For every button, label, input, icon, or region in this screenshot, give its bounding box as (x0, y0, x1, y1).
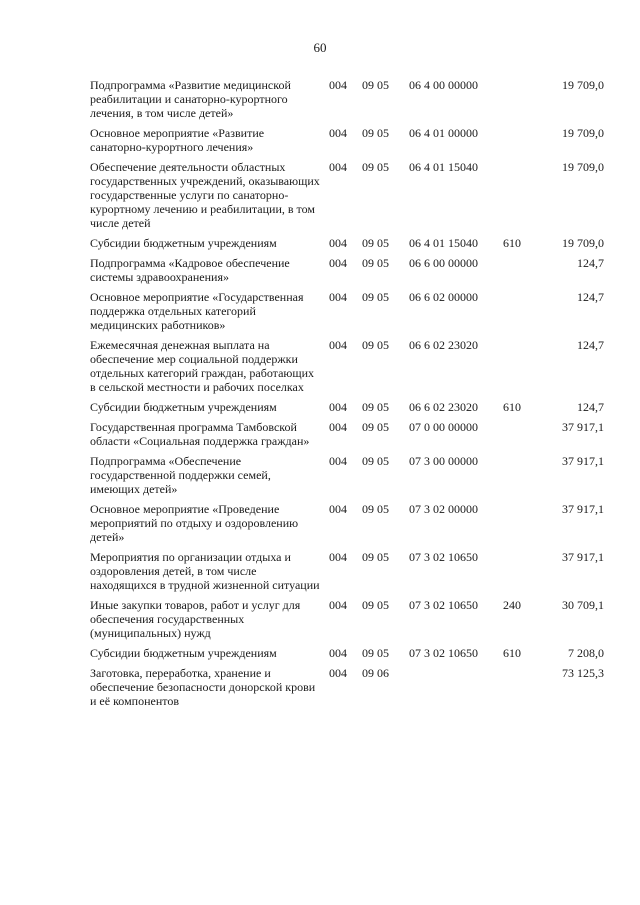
table-row (0, 160, 640, 230)
row-section: 09 05 (362, 646, 389, 660)
row-section: 09 05 (362, 126, 389, 140)
table-row (0, 338, 640, 394)
row-section: 09 05 (362, 420, 389, 434)
row-sum: 37 917,1 (562, 550, 604, 564)
table-row (0, 666, 640, 708)
row-sum: 73 125,3 (562, 666, 604, 680)
page-number: 60 (313, 40, 327, 55)
row-ved: 004 (329, 502, 347, 516)
row-sum: 124,7 (577, 338, 604, 352)
row-section: 09 05 (362, 236, 389, 250)
row-name: Иные закупки товаров, работ и услуг для обеспечения государственных (муниципальных) нужд (90, 598, 301, 640)
row-ved: 004 (329, 338, 347, 352)
row-target-article: 06 4 01 15040 (409, 160, 478, 174)
row-section: 09 05 (362, 502, 389, 516)
row-sum: 37 917,1 (562, 420, 604, 434)
row-section: 09 05 (362, 160, 389, 174)
table-row (0, 420, 640, 448)
row-target-article: 06 6 02 23020 (409, 338, 478, 352)
row-ved: 004 (329, 126, 347, 140)
row-section: 09 05 (362, 550, 389, 564)
row-ved: 004 (329, 550, 347, 564)
row-expense-type: 240 (503, 598, 521, 612)
row-name: Субсидии бюджетным учреждениям (90, 236, 277, 250)
table-row (0, 290, 640, 332)
table-row (0, 126, 640, 154)
row-ved: 004 (329, 454, 347, 468)
row-ved: 004 (329, 598, 347, 612)
row-target-article: 07 0 00 00000 (409, 420, 478, 434)
table-row (0, 598, 640, 640)
row-target-article: 07 3 02 10650 (409, 646, 478, 660)
row-section: 09 05 (362, 78, 389, 92)
row-target-article: 06 4 01 15040 (409, 236, 478, 250)
row-section: 09 05 (362, 598, 389, 612)
row-expense-type: 610 (503, 400, 521, 414)
row-section: 09 05 (362, 400, 389, 414)
row-ved: 004 (329, 256, 347, 270)
row-sum: 19 709,0 (562, 236, 604, 250)
table-row (0, 646, 640, 660)
row-section: 09 05 (362, 338, 389, 352)
table-row (0, 236, 640, 250)
row-sum: 7 208,0 (568, 646, 604, 660)
row-target-article: 07 3 02 10650 (409, 550, 478, 564)
row-sum: 124,7 (577, 400, 604, 414)
row-expense-type: 610 (503, 236, 521, 250)
row-name: Заготовка, переработка, хранение и обеспечение безопасности донорской крови и её компонентов (90, 666, 316, 708)
row-sum: 37 917,1 (562, 502, 604, 516)
row-section: 09 05 (362, 454, 389, 468)
row-name: Субсидии бюджетным учреждениям (90, 646, 277, 660)
row-name: Ежемесячная денежная выплата на обеспечение мер социальной поддержки отдельных категорий граждан, работающих в сельской местности и рабочих поселках (90, 338, 315, 394)
row-name: Субсидии бюджетным учреждениям (90, 400, 277, 414)
row-ved: 004 (329, 666, 347, 680)
row-name: Подпрограмма «Кадровое обеспечение системы здравоохранения» (90, 256, 290, 284)
row-sum: 19 709,0 (562, 78, 604, 92)
row-ved: 004 (329, 646, 347, 660)
row-target-article: 06 6 02 23020 (409, 400, 478, 414)
table-row (0, 78, 640, 120)
row-ved: 004 (329, 420, 347, 434)
row-target-article: 07 3 02 10650 (409, 598, 478, 612)
row-section: 09 06 (362, 666, 389, 680)
row-expense-type: 610 (503, 646, 521, 660)
row-target-article: 06 6 02 00000 (409, 290, 478, 304)
row-target-article: 06 4 00 00000 (409, 78, 478, 92)
row-sum: 19 709,0 (562, 126, 604, 140)
table-row (0, 256, 640, 284)
row-target-article: 07 3 00 00000 (409, 454, 478, 468)
row-name: Основное мероприятие «Развитие санаторно-курортного лечения» (90, 126, 265, 154)
row-sum: 37 917,1 (562, 454, 604, 468)
row-sum: 124,7 (577, 256, 604, 270)
row-sum: 30 709,1 (562, 598, 604, 612)
row-name: Подпрограмма «Развитие медицинской реабилитации и санаторно-курортного лечения, в том числе детей» (90, 78, 291, 120)
row-ved: 004 (329, 236, 347, 250)
row-section: 09 05 (362, 256, 389, 270)
row-name: Обеспечение деятельности областных государственных учреждений, оказывающих государственные услуги по санаторно-курортному лечению и реабилитации, в том числе детей (90, 160, 320, 230)
table-row (0, 550, 640, 592)
row-target-article: 07 3 02 00000 (409, 502, 478, 516)
row-ved: 004 (329, 400, 347, 414)
row-sum: 19 709,0 (562, 160, 604, 174)
table-row (0, 400, 640, 414)
row-section: 09 05 (362, 290, 389, 304)
row-name: Основное мероприятие «Государственная поддержка отдельных категорий медицинских работников» (90, 290, 304, 332)
table-row (0, 454, 640, 496)
row-name: Подпрограмма «Обеспечение государственной поддержки семей, имеющих детей» (90, 454, 271, 496)
row-name: Мероприятия по организации отдыха и оздоровления детей, в том числе находящихся в трудной жизненной ситуации (90, 550, 320, 592)
row-ved: 004 (329, 290, 347, 304)
budget-table (0, 78, 640, 714)
row-ved: 004 (329, 160, 347, 174)
row-name: Основное мероприятие «Проведение мероприятий по отдыху и оздоровлению детей» (90, 502, 299, 544)
row-sum: 124,7 (577, 290, 604, 304)
table-row (0, 502, 640, 544)
row-ved: 004 (329, 78, 347, 92)
row-target-article: 06 6 00 00000 (409, 256, 478, 270)
row-target-article: 06 4 01 00000 (409, 126, 478, 140)
row-name: Государственная программа Тамбовской области «Социальная поддержка граждан» (90, 420, 310, 448)
